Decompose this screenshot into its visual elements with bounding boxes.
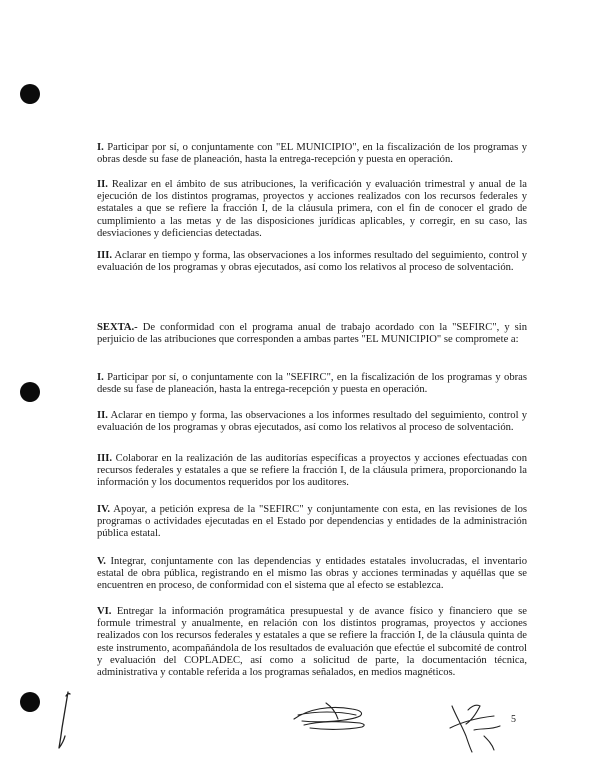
clause-paragraph xyxy=(97,142,527,166)
punch-hole xyxy=(20,382,40,402)
page-number: 5 xyxy=(511,714,516,725)
punch-hole xyxy=(20,84,40,104)
clause-label: IV. xyxy=(97,504,111,515)
clause-text: Entregar la información programática presupuestal y de avance físico y financiero que se formule trimestral y anualmente, en relación con los distintos programas, proyectos y acciones realizados con los recursos federales y estatales a que se refiere la fracción I, de la cláusula quinta de este instrumento, acompañándola de los resultados de evaluación que efectúe el subcomité de control y evaluación del COPLADEC, así como a solicitud de parte, la documentación técnica, administrativa y contable referida a los programas señalados, en medios magnéticos. xyxy=(97,606,527,679)
signature-left xyxy=(54,690,78,752)
clause-text: Aclarar en tiempo y forma, las observaciones a los informes resultado del seguimiento, control y evaluación de los programas y obras ejecutados, así como los relativos al proceso de solventación. xyxy=(97,250,527,274)
clause-paragraph xyxy=(97,372,527,396)
clause-paragraph xyxy=(97,410,527,434)
clause-text: Participar por sí, o conjuntamente con la "SEFIRC", en la fiscalización de los programas y obras desde su fase de planeación, hasta la entrega-recepción y puesta en operación. xyxy=(97,372,527,396)
clause-paragraph xyxy=(97,504,527,541)
signature-right xyxy=(444,696,504,754)
clause-text: Colaborar en la realización de las auditorías específicas a proyectos y acciones efectuadas con recursos federales y estatales a que se refiere la fracción I, de la cláusula primera, proporcionando la información y los documentos requeridos por los auditores. xyxy=(97,453,527,489)
clause-title: SEXTA.- xyxy=(97,322,138,333)
clause-label: II. xyxy=(97,410,108,421)
clause-text: De conformidad con el programa anual de trabajo acordado con la "SEFIRC", y sin perjuicio de las atribuciones que corresponden a ambas partes "EL MUNICIPIO" se compromete a: xyxy=(97,322,527,346)
clause-label: V. xyxy=(97,556,106,567)
clause-label: I. xyxy=(97,142,104,153)
clause-paragraph xyxy=(97,556,527,593)
clause-label: III. xyxy=(97,453,113,464)
clause-text: Participar por sí, o conjuntamente con "EL MUNICIPIO", en la fiscalización de los programas y obras desde su fase de planeación, hasta la entrega-recepción y puesta en operación. xyxy=(97,142,527,166)
clause-heading-paragraph xyxy=(97,322,527,346)
clause-text: Realizar en el ámbito de sus atribuciones, la verificación y evaluación trimestral y anual de la ejecución de los distintos programas, proyectos y acciones realizados con los recursos federales y estatales a que se refiere la fracción I, de la cláusula primera, con el fin de conocer el grado de cumplimiento a las metas y de las disposiciones jurídicas aplicables, y corregir, en su caso, las desviaciones y deficiencias detectadas. xyxy=(97,179,527,239)
clause-label: II. xyxy=(97,179,108,190)
clause-text: Aclarar en tiempo y forma, las observaciones a los informes resultado del seguimiento, control y evaluación de los programas y obras ejecutados, así como los relativos al proceso de solventación. xyxy=(97,410,527,434)
signature-middle xyxy=(290,697,372,733)
clause-paragraph xyxy=(97,179,527,240)
clause-text: Apoyar, a petición expresa de la "SEFIRC" y conjuntamente con esta, en las revisiones de los programas o actividades ejecutadas en el Estado por dependencias y entidades de la administración pública estatal. xyxy=(97,504,527,540)
clause-paragraph xyxy=(97,453,527,490)
clause-label: III. xyxy=(97,250,113,261)
clause-paragraph xyxy=(97,606,527,679)
punch-hole xyxy=(20,692,40,712)
clause-paragraph xyxy=(97,250,527,274)
clause-label: I. xyxy=(97,372,104,383)
clause-label: VI. xyxy=(97,606,112,617)
clause-text: Integrar, conjuntamente con las dependencias y entidades estatales involucradas, el inventario estatal de obra pública, registrando en el mismo las obras y acciones terminadas y aquéllas que se encuentren en proceso, de conformidad con el sistema que al efecto se establezca. xyxy=(97,556,527,592)
